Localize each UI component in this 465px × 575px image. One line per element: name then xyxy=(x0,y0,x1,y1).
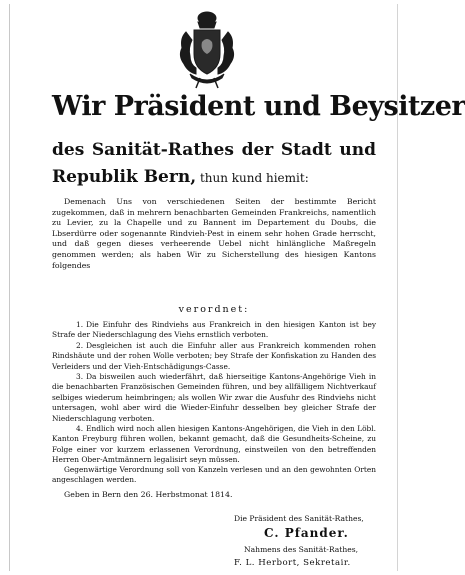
article-number: 4. xyxy=(76,424,84,434)
article-item xyxy=(52,320,376,341)
title-line-3 xyxy=(52,165,376,190)
signature-secretary-name: F. L. Herbort, Sekretair. xyxy=(234,558,351,568)
article-item xyxy=(52,424,376,466)
intro-text: Demenach Uns von verschiedenen Seiten der bestimmte Bericht zugekommen, daß in mehrern benachbarten Gemeinden Frankreichs, namentlich zu Levier, zu la Chapelle und zu Bannent im Departement du Doubs, die Lbserdürre oder sogenannte Rindvieh-Pest in einem sehr hohen Grade herrscht, und daß gegen dieses verheerende Uebel nicht hinlängliche Maßregeln genommen werden; als haben Wir zu Sicherstellung des hiesigen Kantons folgendes xyxy=(52,197,376,270)
title-line-1: Wir Präsident und Beysitzer xyxy=(52,91,465,122)
article-number: 1. xyxy=(76,320,84,329)
closing-text: Gegenwärtige Verordnung soll von Kanzeln verlesen und an den gewohnten Orten angeschlagen werden. xyxy=(52,465,376,485)
closing-paragraph xyxy=(52,465,376,486)
signature-president-name: C. Pfander. xyxy=(264,526,349,540)
signature-president-title: Die Präsident des Sanität-Rathes, xyxy=(234,514,364,523)
article-text: Endlich wird noch allen hiesigen Kantons-Angehörigen, die Vieh in den Löbl. Kanton Freyburg führen wollen, bekannt gemacht, daß die Gesundheits-Scheine, zu Folge einer vor kurzem erlassenen Verordnung, einstweilen von den betreffenden Herren Ober-Amtmännern legalisirt seyn müssen. xyxy=(52,424,376,465)
title-word: der xyxy=(241,140,274,160)
article-item xyxy=(52,372,376,424)
article-text: Da bisweilen auch wiederfährt, daß hierseitige Kantons-Angehörige Vieh in die benachbarten Französischen Gemeinden führen, und bey allfälligem Nichtverkauf selbiges wiederum heimbringen; als wollen Wir zwar die Ausfuhr des Rindviehs nicht untersagen, wohl aber wird die Wieder-Einfuhr desselben bey gleicher Strafe der Niederschlagung verboten. xyxy=(52,372,376,423)
title-announcement: thun kund hiemit: xyxy=(196,171,309,185)
article-item xyxy=(52,341,376,372)
article-number: 3. xyxy=(76,372,84,382)
signature-secretary-title: Nahmens des Sanität-Rathes, xyxy=(244,545,359,554)
article-number: 2. xyxy=(76,340,84,350)
dateline: Geben in Bern den 26. Herbstmonat 1814. xyxy=(64,490,233,499)
intro-paragraph xyxy=(52,197,376,271)
article-text: Die Einfuhr des Rindviehs aus Frankreich in den hiesigen Kanton ist bey Strafe der Niederschlagung des Viehs ernstlich verboten. xyxy=(52,320,376,340)
ordinance-heading: verordnet: xyxy=(178,304,250,315)
article-text: Desgleichen ist auch die Einfuhr aller aus Frankreich kommenden rohen Rindshäute und der rohen Wolle verboten; bey Strafe der Konfiskation zu Handen des Verleiders und der Vieh-Entschädigungs-Casse. xyxy=(52,340,376,371)
articles-list xyxy=(52,320,376,466)
title-word: und xyxy=(339,140,376,160)
coat-of-arms-icon xyxy=(176,8,238,90)
title-word: Stadt xyxy=(280,140,332,160)
title-word: Sanität-Rathes xyxy=(91,140,234,160)
title-republic: Republik Bern, xyxy=(52,167,197,187)
title-line-2 xyxy=(52,138,376,162)
title-word: des xyxy=(52,140,85,160)
